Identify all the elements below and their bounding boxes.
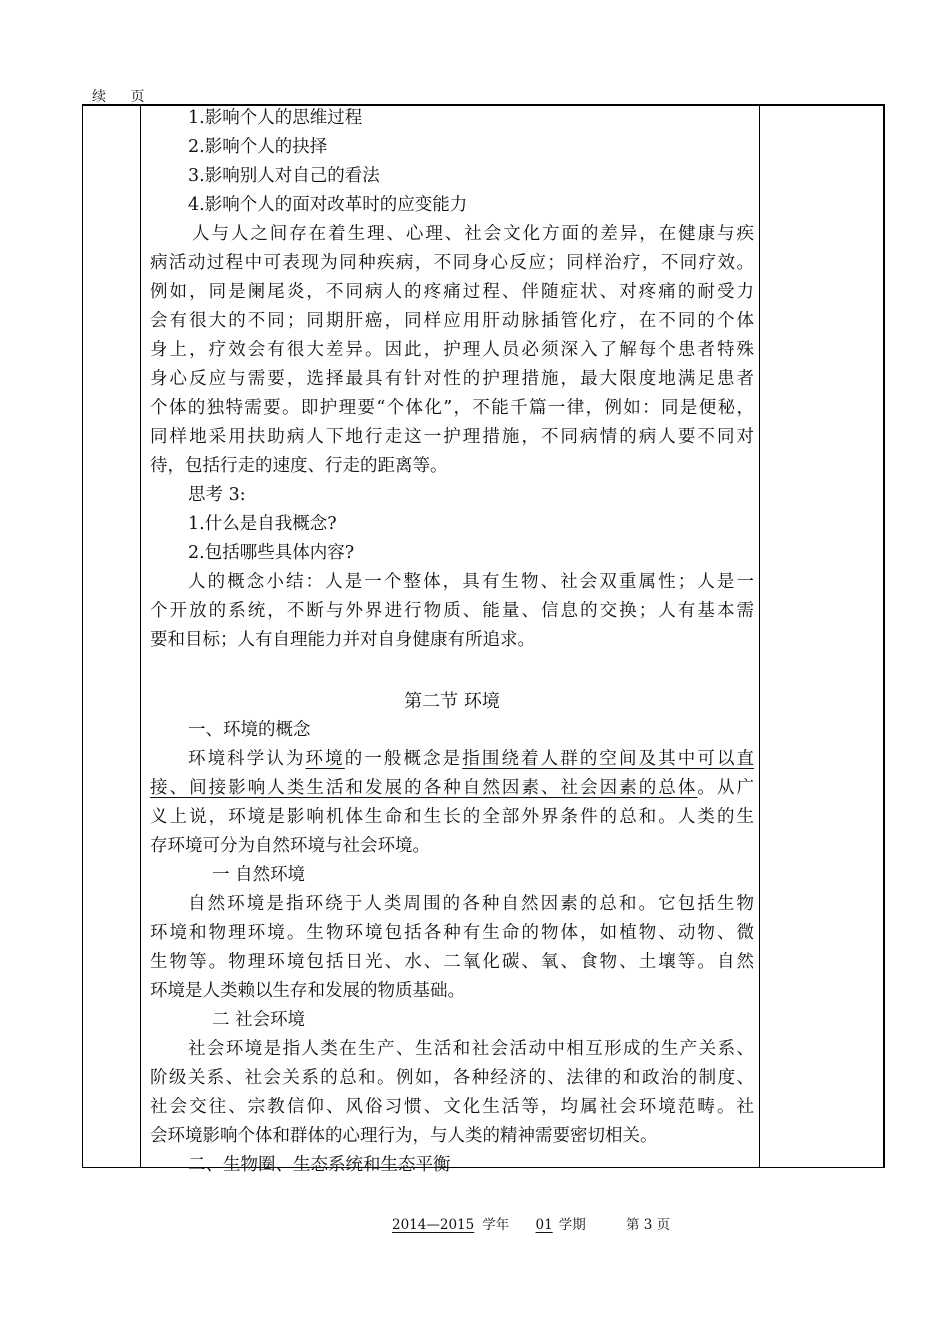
nature-line: 环境和物理环境。生物环境包括各种有生命的物体，如植物、动物、微	[150, 923, 754, 943]
nature-line: 环境是人类赖以生存和发展的物质基础。	[150, 981, 465, 1001]
paragraph-line: 个体的独特需要。即护理要“个体化”，不能千篇一律，例如：同是便秘，	[150, 398, 754, 418]
year-suffix: 学年	[482, 1217, 510, 1233]
env-definition-line	[150, 745, 754, 774]
paragraph-line: 身上，疗效会有很大差异。因此，护理人员必须深入了解每个患者特殊	[150, 340, 754, 360]
paragraph-line: 会有很大的不同；同期肝癌，同样应用肝动脉插管化疗，在不同的个体	[150, 311, 754, 331]
env-text: 环境科学认为	[188, 749, 306, 769]
env-definition-line	[150, 774, 754, 803]
think-title: 思考 3:	[188, 485, 246, 505]
table-divider-right	[759, 106, 760, 1167]
lesson-content	[150, 104, 754, 1180]
subheading-social: 二 社会环境	[212, 1010, 306, 1030]
subheading: 二、生物圈、生态系统和生态平衡	[188, 1155, 451, 1175]
paragraph-line: 同样地采用扶助病人下地行走这一护理措施，不同病情的病人要不同对	[150, 427, 754, 447]
env-term-underlined: 环境	[305, 749, 345, 769]
list-item: 4.影响个人的面对改革时的应变能力	[188, 195, 468, 215]
academic-year: 2014—2015	[392, 1217, 475, 1233]
nature-line: 自然环境是指环绕于人类周围的各种自然因素的总和。它包括生物	[188, 894, 754, 914]
table-divider-left	[140, 106, 141, 1167]
page-number: 第 3 页	[626, 1217, 671, 1233]
list-item: 1.影响个人的思维过程	[188, 108, 363, 128]
nature-line: 生物等。物理环境包括日光、水、二氧化碳、氧、食物、土壤等。自然	[150, 952, 754, 972]
summary-line: 要和目标；人有自理能力并对自身健康有所追求。	[150, 630, 535, 650]
env-definition-line: 存环境可分为自然环境与社会环境。	[150, 836, 430, 856]
env-text: 。从广	[697, 778, 755, 798]
paragraph-line: 待，包括行走的速度、行走的距离等。	[150, 456, 448, 476]
page-footer	[392, 1213, 670, 1233]
paragraph-line: 身心反应与需要，选择最具有针对性的护理措施，最大限度地满足患者	[150, 369, 754, 389]
think-item: 2.包括哪些具体内容?	[188, 543, 355, 563]
paragraph-line: 例如，同是阑尾炎，不同病人的疼痛过程、伴随症状、对疼痛的耐受力	[150, 282, 754, 302]
summary-line: 个开放的系统，不断与外界进行物质、能量、信息的交换；人有基本需	[150, 601, 754, 621]
think-item: 1.什么是自我概念?	[188, 514, 337, 534]
term-number: 01	[535, 1217, 553, 1233]
env-text: 的一般概念是	[344, 749, 463, 769]
section-heading: 第二节 环境	[404, 691, 500, 712]
paragraph-line: 病活动过程中可表现为同种疾病，不同身心反应；同样治疗，不同疗效。	[150, 253, 754, 273]
env-definition-underlined: 接、间接影响人类生活和发展的各种自然因素、社会因素的总体	[150, 778, 698, 798]
social-line: 社会环境是指人类在生产、生活和社会活动中相互形成的生产关系、	[188, 1039, 754, 1059]
continued-page-label: 续 页	[92, 89, 155, 105]
env-definition-line: 义上说，环境是影响机体生命和生长的全部外界条件的总和。人类的生	[150, 807, 754, 827]
social-line: 社会交往、宗教信仰、风俗习惯、文化生活等，均属社会环境范畴。社	[150, 1097, 754, 1117]
subheading-nature: 一 自然环境	[212, 865, 306, 885]
term-suffix: 学期	[558, 1217, 586, 1233]
list-item: 2.影响个人的抉择	[188, 137, 328, 157]
summary-line: 人的概念小结：人是一个整体，具有生物、社会双重属性；人是一	[188, 572, 754, 592]
social-line: 会环境影响个体和群体的心理行为，与人类的精神需要密切相关。	[150, 1126, 658, 1146]
paragraph-line: 人与人之间存在着生理、心理、社会文化方面的差异，在健康与疾	[192, 224, 754, 244]
subheading: 一、环境的概念	[188, 720, 311, 740]
list-item: 3.影响别人对自己的看法	[188, 166, 380, 186]
env-definition-underlined: 指围绕着人群的空间及其中可以直	[462, 749, 755, 769]
social-line: 阶级关系、社会关系的总和。例如，各种经济的、法律的和政治的制度、	[150, 1068, 754, 1088]
